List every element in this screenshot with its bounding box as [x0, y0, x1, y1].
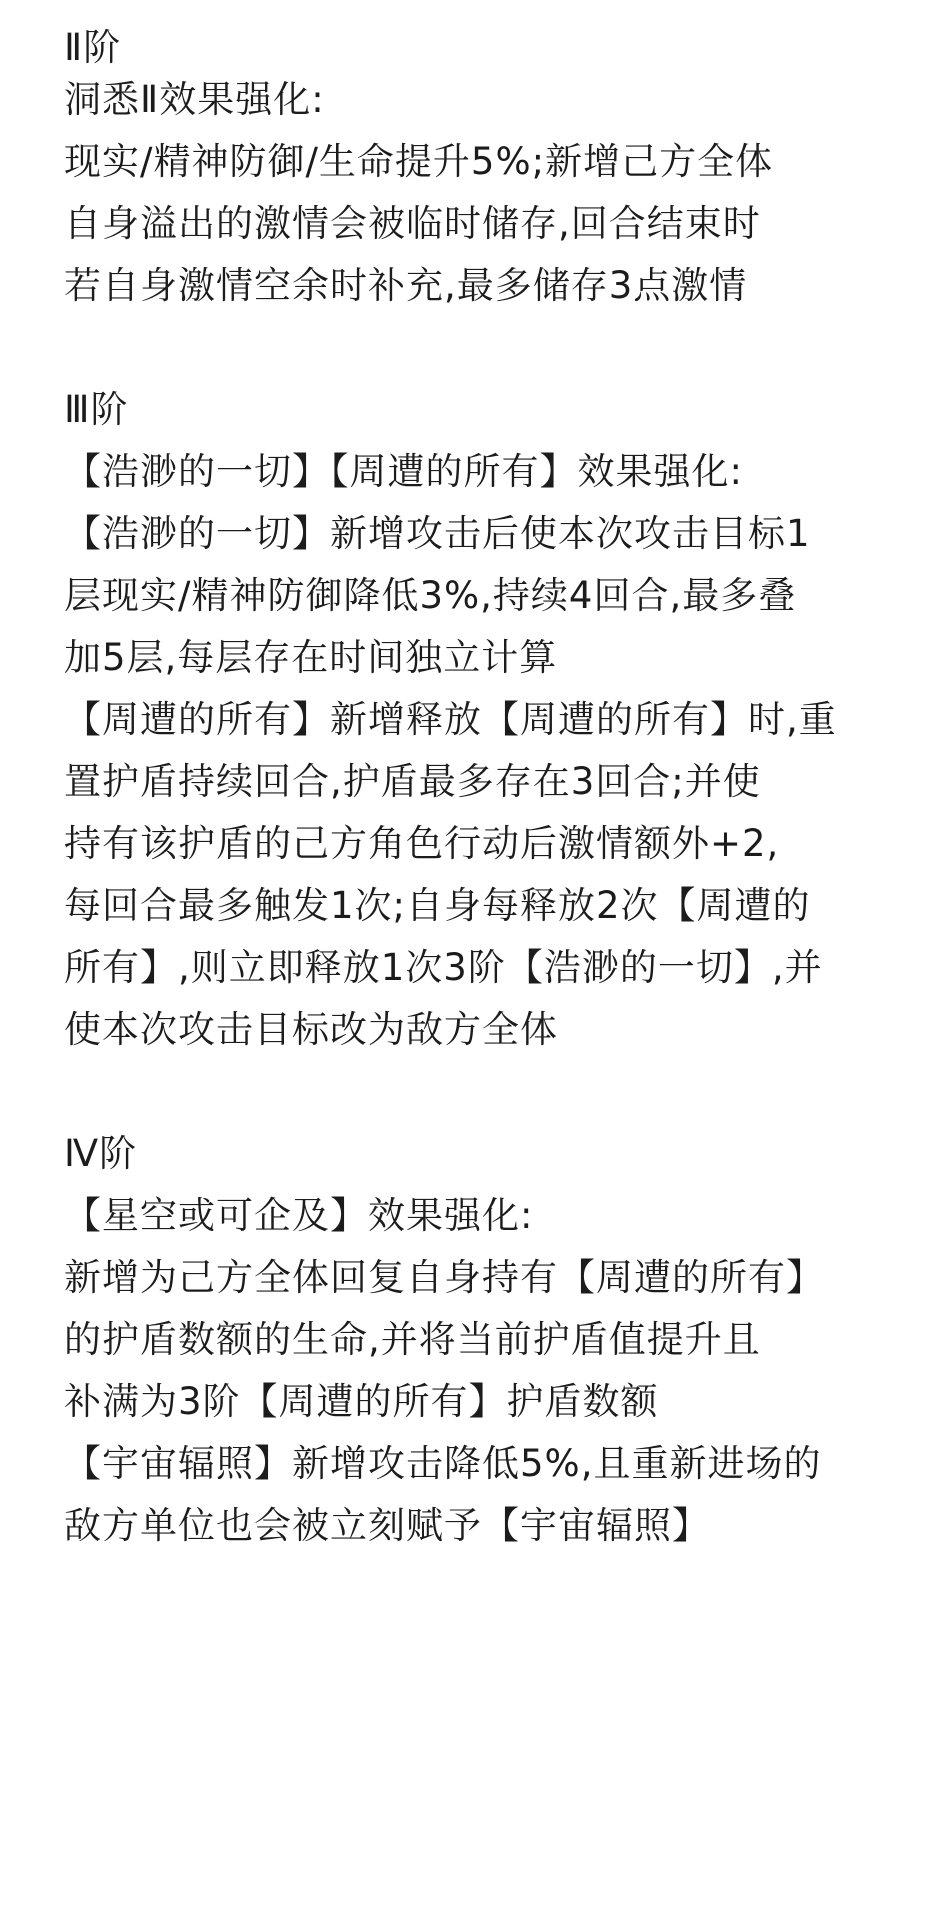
- section-3-line: 层现实/精神防御降低3%,持续4回合,最多叠: [64, 574, 797, 617]
- tier-heading-3: Ⅲ阶: [64, 388, 129, 431]
- section-2-line: 若自身激情空余时补充,最多储存3点激情: [64, 264, 748, 307]
- section-2-line: 洞悉Ⅱ效果强化:: [64, 78, 325, 121]
- section-3-line: 置护盾持续回合,护盾最多存在3回合;并使: [64, 760, 761, 803]
- section-4-line: 敌方单位也会被立刻赋予【宇宙辐照】: [64, 1504, 710, 1547]
- section-3-line: 使本次攻击目标改为敌方全体: [64, 1008, 558, 1051]
- section-4-line: 的护盾数额的生命,并将当前护盾值提升且: [64, 1318, 761, 1361]
- section-3-line: 【浩渺的一切】【周遭的所有】效果强化:: [64, 450, 743, 493]
- section-4-line: 新增为己方全体回复自身持有【周遭的所有】: [64, 1256, 824, 1299]
- tier-heading-2: Ⅱ阶: [64, 26, 122, 69]
- section-3-line: 加5层,每层存在时间独立计算: [64, 636, 558, 679]
- section-4-line: 补满为3阶【周遭的所有】护盾数额: [64, 1380, 659, 1423]
- tier-heading-4: Ⅳ阶: [64, 1132, 138, 1175]
- section-3-line: 每回合最多触发1次;自身每释放2次【周遭的: [64, 884, 811, 927]
- section-2-line: 自身溢出的激情会被临时储存,回合结束时: [64, 202, 761, 245]
- section-4-line: 【宇宙辐照】新增攻击降低5%,且重新进场的: [64, 1442, 822, 1485]
- section-3-line: 【周遭的所有】新增释放【周遭的所有】时,重: [64, 698, 837, 741]
- section-4-line: 【星空或可企及】效果强化:: [64, 1194, 534, 1237]
- section-2-line: 现实/精神防御/生命提升5%;新增己方全体: [64, 140, 774, 183]
- section-3-line: 【浩渺的一切】新增攻击后使本次攻击目标1: [64, 512, 811, 555]
- section-3-line: 持有该护盾的己方角色行动后激情额外+2,: [64, 822, 780, 865]
- section-3-line: 所有】,则立即释放1次3阶【浩渺的一切】,并: [64, 946, 823, 989]
